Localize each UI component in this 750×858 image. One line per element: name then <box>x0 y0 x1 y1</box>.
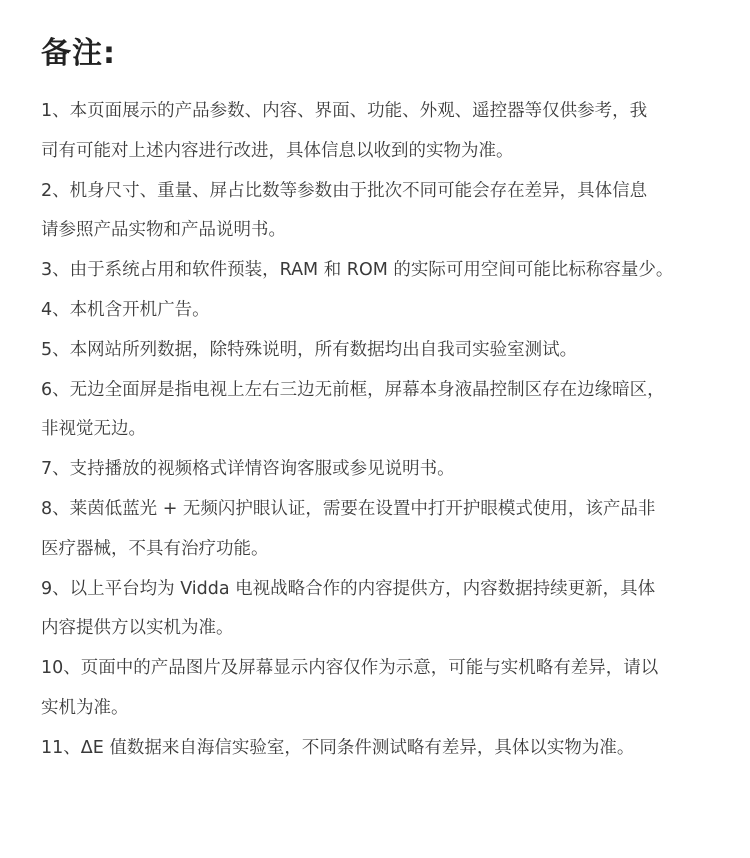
note-line: 8、莱茵低蓝光 + 无频闪护眼认证，需要在设置中打开护眼模式使用，该产品非 <box>41 498 656 519</box>
note-line: 10、页面中的产品图片及屏幕显示内容仅作为示意，可能与实机略有差异，请以 <box>41 658 659 679</box>
note-line: 司有可能对上述内容进行改进，具体信息以收到的实物为准。 <box>41 140 514 161</box>
note-line: 内容提供方以实机为准。 <box>41 618 234 639</box>
note-line: 9、以上平台均为 Vidda 电视战略合作的内容提供方，内容数据持续更新，具体 <box>41 578 656 599</box>
note-line: 非视觉无边。 <box>41 419 146 440</box>
note-line: 5、本网站所列数据，除特殊说明，所有数据均出自我司实验室测试。 <box>41 339 578 360</box>
note-line: 7、支持播放的视频格式详情咨询客服或参见说明书。 <box>41 459 455 480</box>
page-title: 备注: <box>41 36 116 71</box>
note-line: 3、由于系统占用和软件预装，RAM 和 ROM 的实际可用空间可能比标称容量少。 <box>41 260 674 281</box>
note-line: 6、无边全面屏是指电视上左右三边无前框，屏幕本身液晶控制区存在边缘暗区， <box>41 379 665 400</box>
note-line: 医疗器械，不具有治疗功能。 <box>41 538 269 559</box>
notes-list <box>41 92 721 769</box>
note-line: 请参照产品实物和产品说明书。 <box>41 220 286 241</box>
note-line: 1、本页面展示的产品参数、内容、界面、功能、外观、遥控器等仅供参考，我 <box>41 101 648 121</box>
note-line: 实机为准。 <box>41 697 129 718</box>
note-line: 2、机身尺寸、重量、屏占比数等参数由于批次不同可能会存在差异，具体信息 <box>41 180 648 201</box>
note-line: 11、ΔE 值数据来自海信实验室，不同条件测试略有差异，具体以实物为准。 <box>41 737 635 758</box>
note-line: 4、本机含开机广告。 <box>41 299 210 320</box>
